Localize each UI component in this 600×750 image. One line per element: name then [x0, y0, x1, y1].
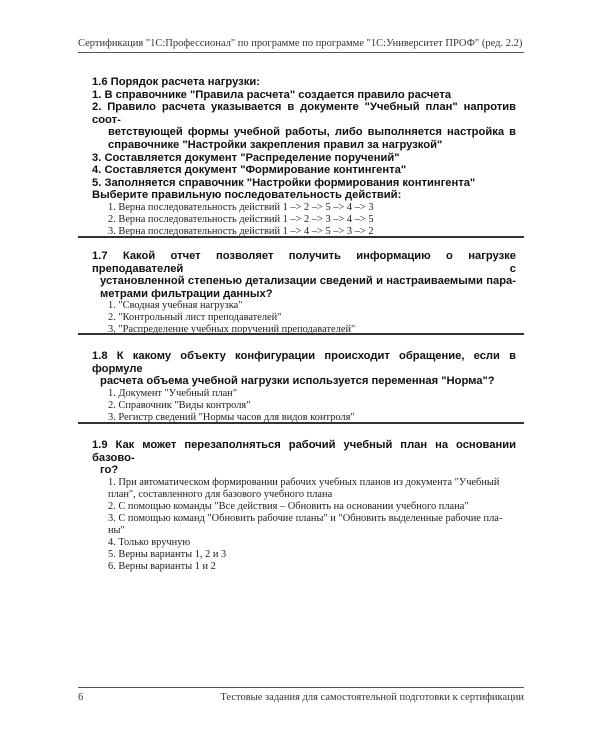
- answer-options: [92, 388, 516, 424]
- answer-option: 1. "Сводная учебная нагрузка": [108, 300, 243, 312]
- question-1-8: [92, 350, 516, 424]
- step-line: 2. Правило расчета указывается в документе "Учебный план" напротив соот-: [92, 101, 516, 126]
- answer-option: 2. Верна последовательность действий 1 –> 2 –> 3 –> 4 –> 5: [108, 213, 374, 225]
- instruction-line: Выберите правильную последовательность действий:: [92, 189, 402, 202]
- answer-options: [92, 300, 516, 336]
- answer-option: 1. Верна последовательность действий 1 –> 2 –> 5 –> 4 –> 3: [108, 201, 374, 213]
- answer-options: [92, 477, 516, 573]
- answer-option: 4. Только вручную: [108, 536, 191, 548]
- section-divider: [78, 422, 524, 424]
- answer-option: 3. С помощью команд "Обновить рабочие планы" и "Обновить выделенные рабочие пла-: [108, 512, 503, 524]
- answer-options: [92, 202, 516, 238]
- answer-option: ны": [108, 524, 125, 536]
- question-title: установленной степенью детализации сведений и настраиваемыми пара-: [100, 275, 516, 288]
- answer-option: 3. Регистр сведений "Нормы часов для видов контроля": [108, 411, 355, 423]
- question-title: 1.8 К какому объекту конфигурации происходит обращение, если в формуле: [92, 350, 516, 375]
- step-line: справочнике "Настройки закрепления правил за нагрузкой": [108, 138, 443, 151]
- answer-option: 1. Документ "Учебный план": [108, 387, 238, 399]
- footer-divider: [78, 687, 524, 688]
- question-title: метрами фильтрации данных?: [100, 287, 273, 300]
- step-line: ветствующей формы учебной работы, либо выполняется настройка в: [108, 126, 516, 139]
- answer-option: 6. Верны варианты 1 и 2: [108, 560, 216, 572]
- question-title: 1.7 Какой отчет позволяет получить информацию о нагрузке преподавателей с: [92, 250, 516, 275]
- page-number: 6: [78, 692, 84, 703]
- running-footer: [78, 692, 524, 703]
- answer-option: 1. При автоматическом формировании рабочих учебных планов из документа "Учебный: [108, 476, 500, 488]
- question-title: 1.9 Как может перезаполняться рабочий учебный план на основании базово-: [92, 439, 516, 464]
- question-title: 1.6 Порядок расчета нагрузки:: [92, 76, 260, 88]
- section-divider: [78, 236, 524, 238]
- header-divider: [78, 52, 524, 53]
- answer-option: 2. С помощью команды "Все действия – Обновить на основании учебного плана": [108, 500, 469, 512]
- answer-option: 3. Верна последовательность действий 1 –> 4 –> 5 –> 3 –> 2: [108, 225, 374, 237]
- section-divider: [78, 333, 524, 335]
- running-header: Сертификация "1С:Профессионал" по программе по программе "1С:Университет ПРОФ" (ред. 2.2): [78, 38, 523, 49]
- question-1-9: [92, 439, 516, 573]
- question-1-7: [92, 250, 516, 336]
- answer-option: 3. "Распределение учебных поручений преподавателей": [108, 324, 356, 336]
- question-title: расчета объема учебной нагрузки используется переменная "Норма"?: [100, 375, 495, 388]
- step-line: 1. В справочнике "Правила расчета" создается правило расчета: [92, 88, 452, 101]
- footer-text: Тестовые задания для самостоятельной подготовки к сертификации: [220, 692, 524, 703]
- step-line: 4. Составляется документ "Формирование контингента": [92, 164, 407, 177]
- step-line: 5. Заполняется справочник "Настройки формирования контингента": [92, 176, 476, 189]
- question-1-6: [92, 76, 516, 238]
- answer-option: 2. Справочник "Виды контроля": [108, 399, 251, 411]
- answer-option: 2. "Контрольный лист преподавателей": [108, 312, 282, 324]
- answer-option: план", составленного для базового учебного плана: [108, 488, 333, 500]
- step-line: 3. Составляется документ "Распределение поручений": [92, 151, 400, 164]
- answer-option: 5. Верны варианты 1, 2 и 3: [108, 548, 227, 560]
- question-title: го?: [100, 464, 119, 477]
